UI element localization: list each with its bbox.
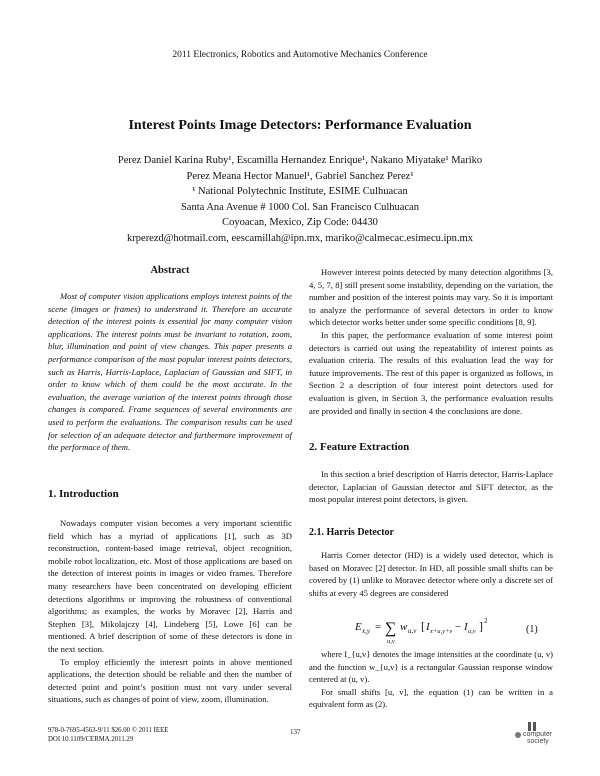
email-line: krperezd@hotmail.com, eescamillah@ipn.mx, mariko@calmecac.esimecu.ipn.mx <box>127 232 473 244</box>
logo-text-society: society <box>527 738 549 745</box>
page-number: 137 <box>290 728 301 736</box>
svg-text:x,y: x,y <box>362 627 370 635</box>
equation-1-number: (1) <box>526 624 538 635</box>
harris-paragraph-1: Harris Corner detector (HD) is a widely used detector, which is based on Moravec [2] detector. In HD, all possible small shifts can be covered by (1) unlike to Moravec detector where only a discrete set of shifts at every 45 degrees are considered <box>309 550 553 598</box>
abstract-text: Most of computer vision applications employs interest points of the scene (images or frames) to understrand it. Therefore an accurate detection of the interest points is essential for many computer vision applications. The interest points must be invariant to rotation, zoom, blur, illumination and point of view changes. This paper presents a performance comparison of the most popular interest points detectors, such as Harris, Harris-Laplace, Laplacian of Gaussian and SIFT, in order to know which of them could be the most accurate. In the evaluation, the average variation of the interest points through those changes is compared. Frame sequences of several environments are used to perform the evaluations. The comparison results can be used for selection of an adequate detector and furthermore improvement of the performace of them. <box>48 291 292 453</box>
intro-paragraph-2: To employ efficiently the interesrt points in above mentioned applications, the detection should be reliable and then the number of detected point and point’s position must not vary under several situations, such as changes of point of view, zoom, illumination. <box>48 656 292 705</box>
logo-text-computer: computer <box>523 731 553 738</box>
abstract-body <box>48 290 292 454</box>
conference-header: 2011 Electronics, Robotics and Automotive Mechanics Conference <box>172 50 428 60</box>
author-line-2: Perez Meana Hector Manuel¹, Gabriel Sanchez Perez¹ <box>186 170 414 182</box>
svg-text:I: I <box>464 621 468 633</box>
svg-text:]: ] <box>479 619 483 633</box>
harris-continuation <box>309 648 553 711</box>
section-2-heading: 2. Feature Extraction <box>309 441 410 453</box>
svg-text:x+u,y+v: x+u,y+v <box>430 628 453 635</box>
svg-text:u,v: u,v <box>408 627 417 635</box>
right-paragraph-2: In this paper, the performance evaluation of some interest point detectors is carried out using the repeatability of interest points as evaluation criteria. The results of this evaluation lead the way for future improvements. The rest of this paper is organized as follows, in Section 2 a description of four interest point detectors used for evaluation is given, in Section 3, the performance evaluation results are provided and finally in section 4 the conclusions are done. <box>309 329 553 416</box>
section-2-1-heading: 2.1. Harris Detector <box>309 527 394 538</box>
right-column-intro <box>309 266 553 417</box>
author-line-1: Perez Daniel Karina Ruby¹, Escamilla Hernandez Enrique¹, Nakano Miyatake¹ Mariko <box>117 155 483 166</box>
address-line-1: Santa Ana Avenue # 1000 Col. San Francisco Culhuacan <box>180 201 420 213</box>
affiliation-line: ¹ National Polytechnic Institute, ESIME Culhuacan <box>192 186 408 197</box>
section-2-1-body <box>309 549 553 599</box>
paper-title: Interest Points Image Detectors: Performance Evaluation <box>128 118 472 133</box>
section-2-body <box>309 468 553 506</box>
svg-text:u,v: u,v <box>468 628 476 635</box>
svg-text:E: E <box>355 621 362 633</box>
doi-line: DOI 10.1109/CERMA.2011.29 <box>48 736 134 743</box>
ieee-computer-society-logo <box>510 721 558 751</box>
harris-paragraph-2: where I_{u,v} denotes the image intensities at the coordinate (u, v) and the function w_{u,v} is a rectangular Gaussian response window centered at (u, v). <box>309 649 553 685</box>
svg-text:u,v: u,v <box>387 638 395 645</box>
introduction-body <box>48 517 292 706</box>
svg-text:=: = <box>375 621 382 633</box>
harris-paragraph-3: For small shifts [u, v], the equation (1) can be written in a equivalent form as (2). <box>309 686 553 710</box>
author-block <box>60 153 540 246</box>
svg-text:−: − <box>455 621 462 633</box>
svg-text:[: [ <box>421 619 425 633</box>
section-1-heading: 1. Introduction <box>48 488 119 500</box>
address-line-2: Coyoacan, Mexico, Zip Code: 04430 <box>222 217 378 228</box>
svg-text:∑: ∑ <box>385 620 397 637</box>
svg-text:w: w <box>400 621 408 633</box>
svg-text:2: 2 <box>484 617 488 625</box>
footer-info <box>48 726 168 744</box>
equation-1 <box>355 612 505 646</box>
section-2-paragraph: In this section a brief description of Harris detector, Harris-Laplace detector, Laplacian of Gaussian detector and SIFT detector, as the most popular interest point detectors, is given. <box>309 469 553 505</box>
svg-text:I: I <box>426 621 430 633</box>
isbn-line: 978-0-7695-4563-9/11 $26.00 © 2011 IEEE <box>48 727 169 734</box>
intro-paragraph-1: Nowadays computer vision becomes a very important scientific field which has a myriad of applications [1], such as 3D reconstruction, content-based image retrieval, object recognition, mobile robot localization, etc. Most of those applications are based on the detection of interest points in images or video frames. Therefore many researchers have been concentrated on developing efficient detections algorithms or improving the robustness of conventional algorithms; as examples, the works by Moravec [2], Harris and Stephen [3], Mikolajczy [4], Lindeberg [5], Lowe [6] can be mentioned. A brief description of some of these detectors is done in the next section. <box>48 518 292 654</box>
abstract-heading: Abstract <box>150 265 190 276</box>
right-paragraph-1: However interest points detected by many detection algorithms [3, 4, 5, 7, 8] still present some instability, depending on the variation, the number and position of the interest points may vary. So it is important to analyze the performance of several detectors in order to know which detector works better under some specific conditions [8, 9]. <box>309 267 553 328</box>
